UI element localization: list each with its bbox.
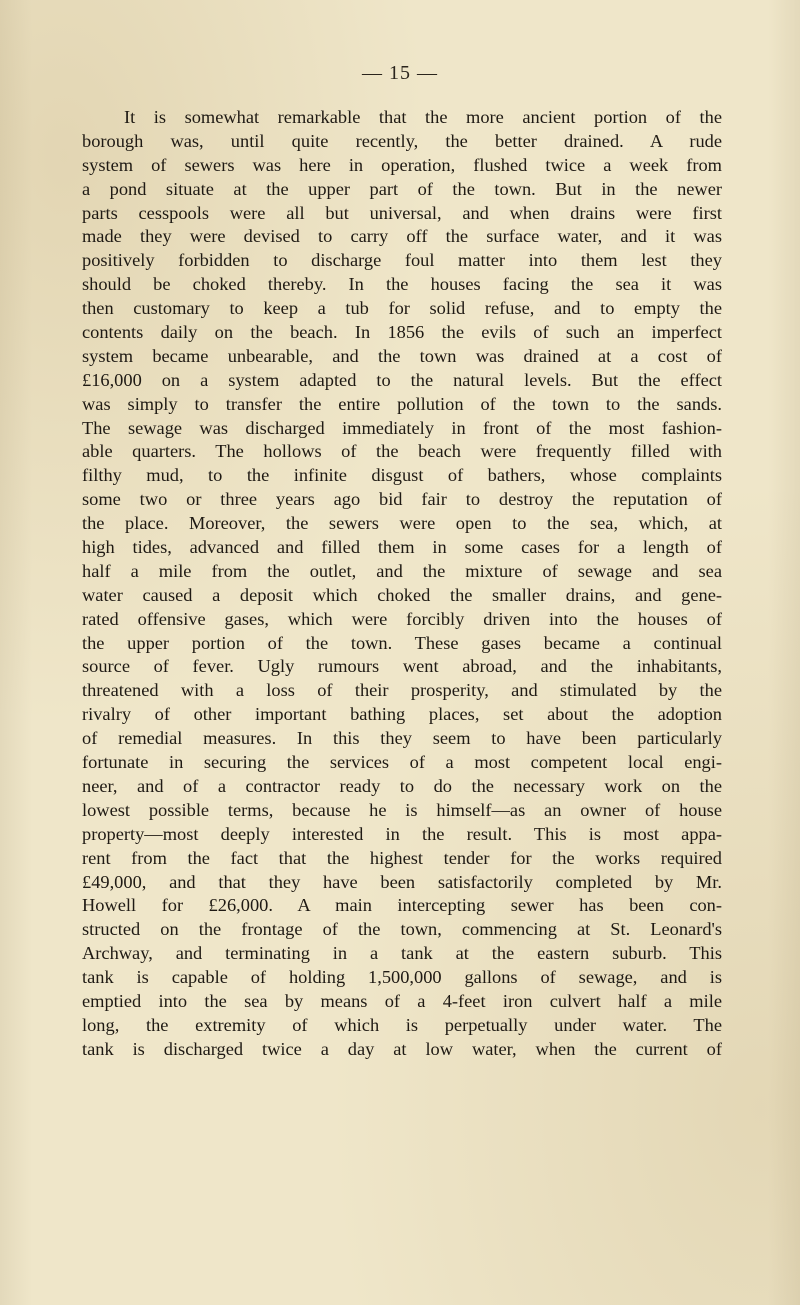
text-line: half a mile from the outlet, and the mixture of sewage and sea <box>82 560 722 581</box>
text-line: contents daily on the beach. In 1856 the evils of such an imperfect <box>82 322 722 343</box>
text-line: some two or three years ago bid fair to destroy the reputation of <box>82 489 722 510</box>
text-line: parts cesspools were all but universal, and when drains were first <box>82 202 722 223</box>
text-line: £49,000, and that they have been satisfactorily completed by Mr. <box>82 871 722 892</box>
text-line: a pond situate at the upper part of the town. But in the newer <box>82 178 722 199</box>
text-line: system became unbearable, and the town was drained at a cost of <box>82 345 722 366</box>
text-line: water caused a deposit which choked the smaller drains, and gene- <box>82 584 722 605</box>
text-line: long, the extremity of which is perpetually under water. The <box>82 1014 722 1035</box>
text-line: able quarters. The hollows of the beach were frequently filled with <box>82 441 722 462</box>
page-number: — 15 — <box>362 62 438 84</box>
text-line: should be choked thereby. In the houses facing the sea it was <box>82 274 722 295</box>
text-line: threatened with a loss of their prosperity, and stimulated by the <box>82 680 722 701</box>
text-line: emptied into the sea by means of a 4-feet iron culvert half a mile <box>82 990 722 1011</box>
text-line: rent from the fact that the highest tender for the works required <box>82 847 722 868</box>
text-line: tank is capable of holding 1,500,000 gallons of sewage, and is <box>82 967 722 988</box>
text-line: lowest possible terms, because he is himself—as an owner of house <box>82 799 722 820</box>
text-line: the upper portion of the town. These gases became a continual <box>82 632 722 653</box>
text-line: then customary to keep a tub for solid refuse, and to empty the <box>82 298 722 319</box>
text-line: high tides, advanced and filled them in some cases for a length of <box>82 537 722 558</box>
text-line: source of fever. Ugly rumours went abroad, and the inhabitants, <box>82 656 722 677</box>
text-line: made they were devised to carry off the surface water, and it was <box>82 226 722 247</box>
text-line: rivalry of other important bathing places, set about the adoption <box>82 704 722 725</box>
body-text <box>82 106 722 1062</box>
text-line: filthy mud, to the infinite disgust of bathers, whose complaints <box>82 465 722 486</box>
text-line: rated offensive gases, which were forcibly driven into the houses of <box>82 608 722 629</box>
text-line: the place. Moreover, the sewers were open to the sea, which, at <box>82 513 722 534</box>
text-line: neer, and of a contractor ready to do the necessary work on the <box>82 775 722 796</box>
text-line: system of sewers was here in operation, flushed twice a week from <box>82 154 722 175</box>
text-line: The sewage was discharged immediately in front of the most fashion- <box>82 417 722 438</box>
text-line: Howell for £26,000. A main intercepting sewer has been con- <box>82 895 722 916</box>
text-line: was simply to transfer the entire pollution of the town to the sands. <box>82 393 722 414</box>
text-line: Archway, and terminating in a tank at the eastern suburb. This <box>82 943 722 964</box>
text-line: structed on the frontage of the town, commencing at St. Leonard's <box>82 919 722 940</box>
text-line: property—most deeply interested in the result. This is most appa- <box>82 823 722 844</box>
text-line: of remedial measures. In this they seem to have been particularly <box>82 728 722 749</box>
text-line: fortunate in securing the services of a most competent local engi- <box>82 752 722 773</box>
text-line: £16,000 on a system adapted to the natural levels. But the effect <box>82 369 722 390</box>
text-line: positively forbidden to discharge foul matter into them lest they <box>82 250 722 271</box>
text-line: tank is discharged twice a day at low water, when the current of <box>82 1038 722 1059</box>
text-line: borough was, until quite recently, the better drained. A rude <box>82 130 722 151</box>
text-line: It is somewhat remarkable that the more ancient portion of the <box>124 107 722 127</box>
